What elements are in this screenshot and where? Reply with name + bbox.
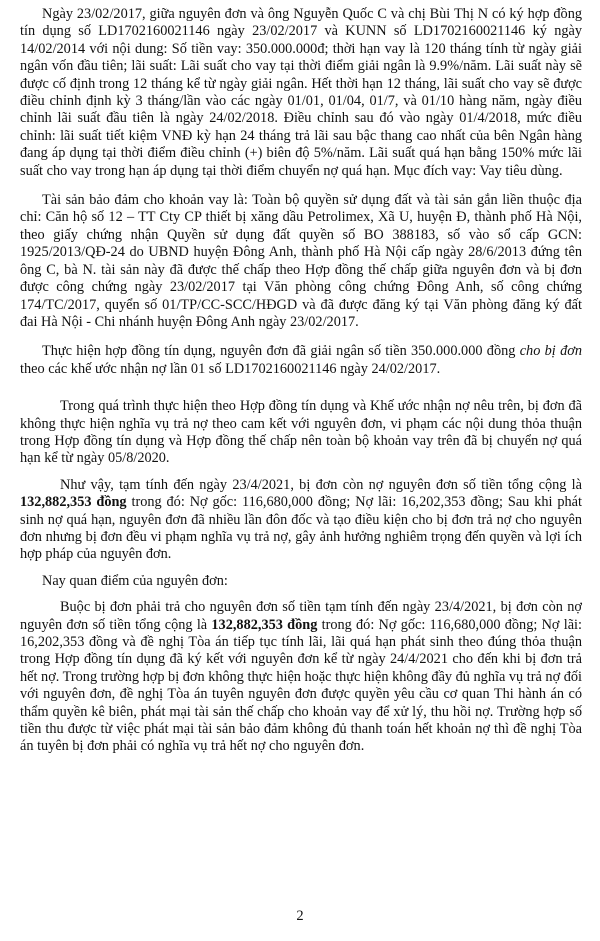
paragraph-disbursement [20,343,582,378]
paragraph-plaintiff-view-heading [20,573,582,590]
text-run: Như vậy, tạm tính đến ngày 23/4/2021, bị đơn còn nợ nguyên đơn số tiền tổng cộng là [60,476,582,493]
text-run: Thực hiện hợp đồng tín dụng, nguyên đơn đã giải ngân số tiền 350.000.000 đồng [42,343,520,360]
text-run: Buộc bị đơn phải trả cho nguyên đơn số tiền tạm tính đến ngày 23/4/2021, bị đơn còn nợ nguyên đơn số tiền tổng cộng là [20,599,582,633]
text-run: Ngày 23/02/2017, giữa nguyên đơn và ông Nguyễn Quốc C và chị Bùi Thị N có ký hợp đồng tín dụng số LD1702160021146 ngày 23/02/2017 và KUNN số LD1702160021146 ký ngày 14/02/2014 với nội dung: Số tiền vay: 350.000.000đ; thời hạn vay là 120 tháng tính từ ngày giải ngân vốn đầu tiên; lãi suất: Lãi suất cho vay tại thời điểm giải ngân là 9.9%/năm. Lãi suất này sẽ được cố định trong 12 tháng kể từ ngày giải ngân. Hết thời hạn 12 tháng, lãi suất cho vay sẽ được điều chỉnh định kỳ 3 tháng/lần vào các ngày 01/01, 01/04, 01/7, và 01/10 hàng năm, ngày điều chỉnh lãi suất đầu tiên là ngày 24/02/2018. Điều chỉnh sau đó vào ngày 01/4/2018, mức điều chỉnh: lãi suất tiết kiệm VNĐ kỳ hạn 24 tháng trả lãi sau bậc thang cao nhất của bên Ngân hàng đang áp dụng tại thời điểm điều chỉnh (+) biên độ 5%/năm. Lãi suất quá hạn bằng 150% mức lãi suất cho vay trong hạn áp dụng tại thời điểm chuyển nợ quá hạn. Mục đích vay: Vay tiêu dùng. [20,6,582,179]
text-run: Nay quan điểm của nguyên đơn: [42,572,228,589]
text-run: 132,882,353 đồng [211,616,318,633]
paragraph-collateral [20,192,582,331]
paragraph-debt-total [20,477,582,564]
text-run: Trong quá trình thực hiện theo Hợp đồng tín dụng và Khế ước nhận nợ nêu trên, bị đơn đã không thực hiện nghĩa vụ trả nợ theo cam kết với nguyên đơn, vi phạm các nội dung thỏa thuận trong Hợp đồng tín dụng và Hợp đồng thế chấp nên toàn bộ khoản vay trên đã bị chuyển nợ quá hạn kể từ ngày 05/8/2020. [20,398,582,467]
text-run: trong đó: Nợ gốc: 116,680,000 đồng; Nợ lãi: 16,202,353 đồng; Sau khi phát sinh nợ quá hạn, nguyên đơn đã nhiều lần đôn đốc và tạo điều kiện cho bị đơn trả nợ cho nguyên đơn nhưng bị đơn đều vi phạm nghĩa vụ trả nợ, gây ảnh hưởng nghiêm trọng đến quyền và lợi ích hợp pháp của nguyên đơn. [20,494,582,563]
paragraph-breach [20,398,582,468]
text-run: 132,882,353 đồng [20,494,127,511]
text-run: trong đó: Nợ gốc: 116,680,000 đồng; Nợ lãi: 16,202,353 đồng và đề nghị Tòa án tiếp tục tính lãi, lãi quá hạn phát sinh theo đúng thỏa thuận trong Hợp đồng tín dụng đã ký kết với nguyên đơn kể từ ngày 24/4/2021 cho đến khi bị đơn trả hết nợ. Trong trường hợp bị đơn không thực hiện hoặc thực hiện không đầy đủ nghĩa vụ trả nợ đối với nguyên đơn, đề nghị Tòa án tuyên nguyên đơn được quyền yêu cầu cơ quan Thi hành án có thẩm quyền kê biên, phát mại tài sản thế chấp cho khoản vay để xử lý, thu hồi nợ. Trường hợp số tiền thu được từ việc phát mại tài sản bảo đảm không đủ thanh toán hết khoản nợ thì đề nghị Tòa án tuyên bị đơn phải có nghĩa vụ trả hết nợ cho nguyên đơn. [20,616,582,755]
text-run: theo các khế ước nhận nợ lần 01 số LD1702160021146 ngày 24/02/2017. [20,360,441,377]
paragraph-plaintiff-request [20,599,582,756]
text-run: cho bị đơn [519,343,582,360]
text-run: Tài sản bảo đảm cho khoản vay là: Toàn bộ quyền sử dụng đất và tài sản gắn liền thuộc địa chỉ: Căn hộ số 12 – TT Cty CP thiết bị xăng dầu Petrolimex, Xã U, huyện Đ, thành phố Hà Nội, theo giấy chứng nhận Quyền sử dụng đất quyền số BO 388183, số vào sổ cấp GCN: 1925/2013/QĐ-24 do UBND huyện Đông Anh, thành phố Hà Nội cấp ngày 28/6/2013 đứng tên ông C, bà N. tài sản này đã được thế chấp theo Hợp đồng thế chấp giữa nguyên đơn và bị đơn được công chứng ngày 23/02/2017 tại Văn phòng công chứng Đông Anh, số công chứng 174/TC/2017, quyển số 01/TP/CC-SCC/HĐGD và đã được đăng ký tại Văn phòng đăng ký đất đai Hà Nội - Chi nhánh huyện Đông Anh ngày 23/02/2017. [20,192,582,330]
page-number: 2 [296,908,304,924]
paragraph-loan-contract [20,6,582,180]
